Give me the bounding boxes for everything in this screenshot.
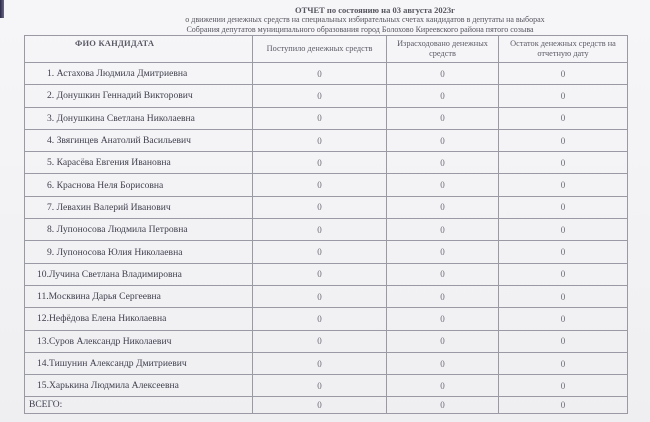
- balance-value: 0: [499, 85, 628, 107]
- received-value: 0: [253, 285, 387, 307]
- received-value: 0: [253, 85, 387, 107]
- balance-value: 0: [499, 196, 628, 218]
- total-row: [25, 397, 628, 414]
- balance-value: 0: [499, 241, 628, 263]
- spent-value: 0: [387, 174, 499, 196]
- balance-value: 0: [499, 107, 628, 129]
- total-balance: 0: [499, 397, 628, 414]
- received-value: 0: [253, 63, 387, 85]
- spent-value: 0: [387, 352, 499, 374]
- candidate-name: 2. Донушкин Геннадий Викторович: [25, 85, 253, 107]
- balance-value: 0: [499, 263, 628, 285]
- candidate-name: 14.Тишунин Александр Дмитриевич: [25, 352, 253, 374]
- balance-value: 0: [499, 152, 628, 174]
- spent-value: 0: [387, 263, 499, 285]
- table-row: [25, 63, 628, 85]
- candidate-name: 10.Лучина Светлана Владимировна: [25, 263, 253, 285]
- spent-value: 0: [387, 219, 499, 241]
- received-value: 0: [253, 263, 387, 285]
- spent-value: 0: [387, 308, 499, 330]
- table-row: [25, 219, 628, 241]
- spent-value: 0: [387, 196, 499, 218]
- balance-value: 0: [499, 129, 628, 151]
- candidate-name: 11.Москвина Дарья Сергеевна: [25, 285, 253, 307]
- total-spent: 0: [387, 397, 499, 414]
- spent-value: 0: [387, 107, 499, 129]
- received-value: 0: [253, 308, 387, 330]
- spent-value: 0: [387, 285, 499, 307]
- table-row: [25, 352, 628, 374]
- received-value: 0: [253, 375, 387, 397]
- balance-value: 0: [499, 63, 628, 85]
- table-row: [25, 196, 628, 218]
- balance-value: 0: [499, 219, 628, 241]
- table-row: [25, 241, 628, 263]
- candidate-name: 15.Харькина Людмила Алексеевна: [25, 375, 253, 397]
- received-value: 0: [253, 219, 387, 241]
- table-row: [25, 285, 628, 307]
- candidate-name: 4. Звягинцев Анатолий Васильевич: [25, 129, 253, 151]
- table-row: [25, 330, 628, 352]
- header-spent: Израсходовано денежных средств: [387, 36, 499, 63]
- candidate-name: 7. Левахин Валерий Иванович: [25, 196, 253, 218]
- header-balance: Остаток денежных средств на отчетную дату: [499, 36, 628, 63]
- received-value: 0: [253, 330, 387, 352]
- candidate-name: 13.Суров Александр Николаевич: [25, 330, 253, 352]
- header-candidate-name: ФИО КАНДИДАТА: [25, 36, 253, 63]
- table-row: [25, 107, 628, 129]
- received-value: 0: [253, 129, 387, 151]
- balance-value: 0: [499, 308, 628, 330]
- report-title: [60, 5, 650, 35]
- table-row: [25, 308, 628, 330]
- spent-value: 0: [387, 375, 499, 397]
- spent-value: 0: [387, 152, 499, 174]
- spent-value: 0: [387, 330, 499, 352]
- candidates-funds-table: [24, 35, 628, 414]
- balance-value: 0: [499, 352, 628, 374]
- candidate-name: 8. Лупоносова Людмила Петровна: [25, 219, 253, 241]
- table-row: [25, 152, 628, 174]
- received-value: 0: [253, 241, 387, 263]
- balance-value: 0: [499, 375, 628, 397]
- table-row: [25, 174, 628, 196]
- spent-value: 0: [387, 241, 499, 263]
- background-edge: [0, 0, 4, 18]
- table-row: [25, 85, 628, 107]
- balance-value: 0: [499, 174, 628, 196]
- spent-value: 0: [387, 63, 499, 85]
- table-row: [25, 375, 628, 397]
- received-value: 0: [253, 107, 387, 129]
- total-received: 0: [253, 397, 387, 414]
- received-value: 0: [253, 174, 387, 196]
- received-value: 0: [253, 352, 387, 374]
- spent-value: 0: [387, 129, 499, 151]
- candidate-name: 9. Лупоносова Юлия Николаевна: [25, 241, 253, 263]
- header-received: Поступило денежных средств: [253, 36, 387, 63]
- received-value: 0: [253, 196, 387, 218]
- table-header-row: [25, 36, 628, 63]
- table-row: [25, 263, 628, 285]
- received-value: 0: [253, 152, 387, 174]
- candidate-name: 5. Карасёва Евгения Ивановна: [25, 152, 253, 174]
- balance-value: 0: [499, 285, 628, 307]
- candidate-name: 1. Астахова Людмила Дмитриевна: [25, 63, 253, 85]
- balance-value: 0: [499, 330, 628, 352]
- candidate-name: 3. Донушкина Светлана Николаевна: [25, 107, 253, 129]
- candidate-name: 6. Краснова Неля Борисовна: [25, 174, 253, 196]
- candidate-name: 12.Нефёдова Елена Николаевна: [25, 308, 253, 330]
- total-label: ВСЕГО:: [25, 397, 253, 414]
- spent-value: 0: [387, 85, 499, 107]
- title-line-2: о движении денежных средств на специальных избирательных счетах кандидатов в депутаты на выборах: [185, 15, 545, 24]
- title-line-3: Собрания депутатов муниципального образования город Болохово Киреевского района пятого созыва: [186, 25, 534, 34]
- title-line-1: ОТЧЕТ по состоянию на 03 августа 2023г: [294, 5, 456, 15]
- table-row: [25, 129, 628, 151]
